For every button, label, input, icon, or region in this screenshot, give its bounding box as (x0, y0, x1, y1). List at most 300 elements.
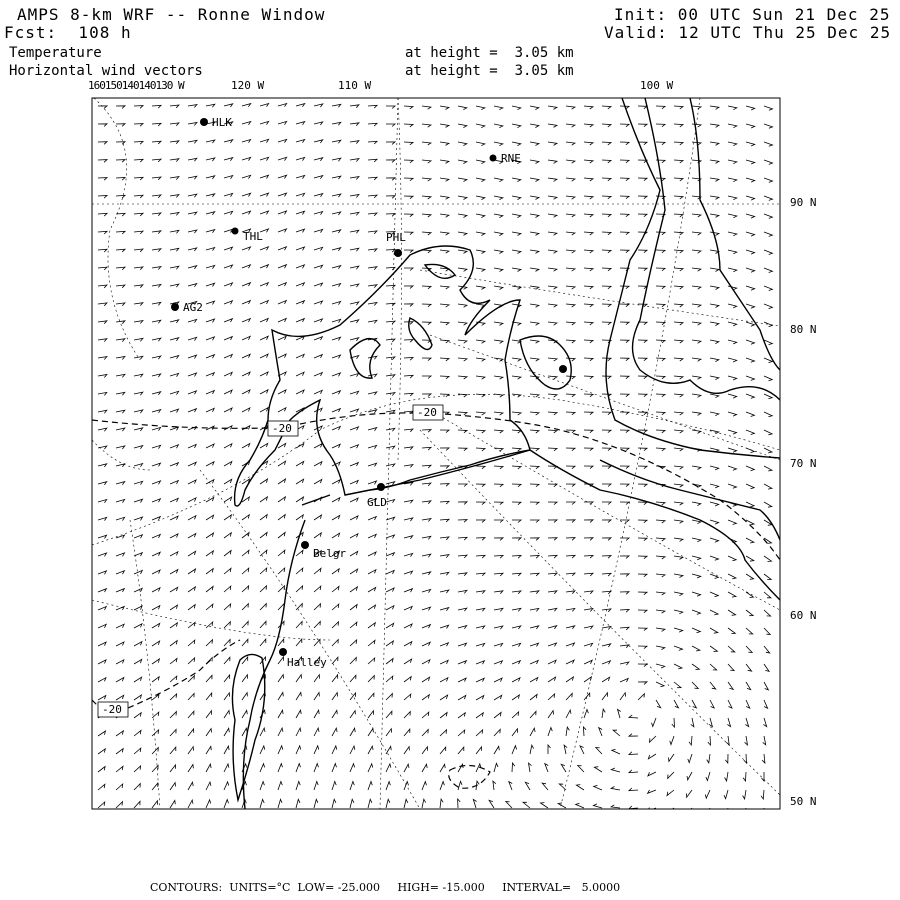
wind-vector (98, 196, 107, 199)
wind-vector (584, 160, 593, 163)
wind-vector (494, 712, 501, 718)
wind-vector (692, 466, 701, 470)
wind-vector (584, 710, 588, 719)
wind-vector (134, 231, 143, 234)
wind-vector (548, 196, 557, 199)
field1-name: Temperature (9, 45, 102, 61)
wind-vector (386, 764, 391, 772)
wind-vector (710, 592, 718, 597)
wind-vector (206, 408, 214, 412)
meridian-line (130, 520, 160, 809)
wind-vector (476, 142, 485, 146)
wind-vector (188, 711, 194, 718)
wind-vector (440, 448, 449, 451)
wind-vector (224, 229, 233, 232)
wind-vector (764, 376, 772, 381)
wind-vector (458, 502, 467, 505)
wind-vector (386, 711, 392, 718)
wind-vector (656, 664, 665, 668)
wind-vector (656, 250, 665, 253)
wind-vector (368, 799, 372, 808)
wind-vector (602, 412, 611, 415)
svg-text:-20: -20 (272, 422, 292, 435)
wind-vector (368, 764, 373, 772)
wind-vector (296, 354, 304, 358)
wind-vector (404, 799, 408, 808)
wind-vector (116, 267, 125, 270)
svg-text:-20: -20 (102, 703, 122, 716)
wind-vector (368, 623, 375, 628)
wind-vector (350, 764, 355, 772)
wind-vector (629, 715, 638, 718)
wind-vector (116, 285, 125, 288)
wind-vector (746, 304, 755, 308)
contour-label (413, 405, 443, 420)
wind-vector (602, 627, 611, 630)
wind-vector (314, 764, 319, 772)
wind-vector (440, 250, 449, 253)
wind-vector (350, 212, 359, 215)
wind-vector (710, 142, 719, 145)
wind-vector (764, 250, 772, 255)
wind-vector (746, 502, 754, 507)
wind-vector (296, 710, 301, 718)
station-label: HLK (212, 116, 232, 129)
wind-vector (629, 770, 638, 773)
wind-vector (458, 250, 467, 253)
wind-vector (638, 214, 647, 217)
wind-vector (152, 356, 161, 359)
wind-vector (584, 448, 593, 451)
wind-vector (584, 677, 591, 682)
wind-vector (530, 678, 538, 683)
wind-vector (494, 608, 503, 611)
wind-vector (602, 178, 611, 181)
wind-vector (458, 781, 462, 790)
wind-vector (548, 538, 557, 541)
wind-vector (728, 628, 735, 634)
wind-vector (602, 484, 611, 487)
wind-vector (728, 358, 737, 362)
wind-vector (188, 800, 193, 808)
wind-vector (170, 195, 179, 198)
wind-vector (674, 358, 683, 361)
wind-vector (476, 214, 485, 218)
wind-vector (116, 606, 124, 610)
wind-vector (494, 196, 503, 200)
wind-vector (98, 696, 106, 701)
wind-vector (116, 802, 123, 808)
wind-vector (476, 340, 485, 343)
wind-vector (530, 250, 539, 253)
wind-vector (602, 591, 611, 594)
wind-vector (386, 375, 395, 378)
wind-vector (494, 502, 503, 505)
station-marker (200, 118, 208, 126)
wind-vector (458, 555, 467, 558)
wind-vector (332, 122, 341, 125)
wind-vector (512, 729, 518, 736)
wind-vector (692, 358, 701, 361)
wind-vector (584, 660, 592, 664)
wind-vector (746, 268, 755, 272)
wind-vector (332, 586, 339, 592)
wind-vector (566, 412, 575, 415)
wind-vector (566, 322, 575, 325)
wind-vector (404, 747, 409, 754)
wind-vector (350, 266, 359, 269)
wind-vector (98, 731, 106, 736)
wind-vector (746, 394, 754, 398)
wind-vector (422, 660, 430, 664)
wind-vector (350, 463, 358, 466)
wind-vector (278, 461, 286, 466)
wind-vector (656, 268, 665, 271)
wind-vector (620, 430, 629, 433)
lon-label: 160150140140130 W (88, 79, 184, 92)
wind-vector (512, 502, 521, 505)
wind-vector (763, 718, 766, 727)
wind-vector (746, 106, 755, 110)
wind-vector (613, 730, 620, 736)
wind-vector (422, 799, 426, 808)
wind-vector (278, 247, 286, 250)
wind-vector (386, 196, 395, 199)
wind-vector (404, 659, 412, 664)
wind-vector (350, 622, 357, 628)
wind-vector (296, 265, 304, 268)
wind-vector (458, 142, 467, 146)
wind-vector (152, 249, 161, 252)
wind-vector (494, 538, 503, 541)
wind-vector (224, 533, 231, 538)
wind-vector (404, 642, 412, 646)
wind-vector (674, 214, 683, 217)
wind-vector (404, 677, 411, 682)
wind-vector (116, 784, 123, 790)
wind-vector (386, 694, 392, 700)
wind-vector (386, 799, 390, 808)
wind-vector (620, 394, 629, 397)
wind-vector (746, 646, 752, 653)
wind-vector (620, 304, 629, 307)
wind-vector (710, 196, 719, 199)
wind-vector (512, 746, 517, 754)
wind-vector (458, 590, 467, 593)
wind-vector (422, 376, 431, 379)
wind-vector (404, 375, 413, 378)
wind-vector (638, 484, 647, 487)
wind-vector (350, 587, 357, 592)
wind-vector (530, 304, 539, 307)
wind-vector (116, 642, 124, 646)
wind-vector (764, 286, 772, 291)
wind-vector (314, 176, 323, 179)
wind-vector (332, 764, 337, 772)
wind-vector (188, 158, 197, 161)
wind-vector (116, 482, 125, 485)
wind-vector (476, 591, 485, 594)
wind-vector (692, 322, 701, 325)
wind-vector (656, 574, 665, 577)
wind-vector (512, 695, 519, 700)
wind-vector (242, 764, 247, 772)
wind-vector (728, 322, 737, 326)
wind-vector (332, 212, 341, 215)
wind-vector (584, 693, 590, 700)
wind-vector (602, 693, 608, 700)
wind-vector (620, 538, 629, 541)
wind-vector (404, 250, 413, 253)
wind-vector (494, 763, 498, 772)
wind-vector (584, 232, 593, 235)
wind-vector (494, 214, 503, 218)
wind-vector (260, 301, 268, 305)
wind-vector (314, 639, 320, 646)
wind-vector (566, 142, 575, 145)
wind-vector (152, 410, 161, 413)
wind-vector (458, 730, 465, 736)
wind-vector (152, 285, 161, 288)
wind-vector (296, 229, 305, 232)
wind-vector (746, 232, 755, 236)
wind-vector (728, 484, 737, 488)
wind-vector (242, 710, 247, 718)
wind-vector (656, 430, 665, 433)
wind-vector (602, 286, 611, 289)
wind-vector (98, 231, 107, 234)
wind-vector (710, 430, 719, 434)
wind-vector (332, 604, 339, 610)
wind-vector (512, 573, 521, 576)
wind-vector (116, 124, 125, 127)
wind-vector (350, 480, 358, 484)
wind-vector (584, 376, 593, 379)
wind-vector (620, 322, 629, 325)
wind-vector (746, 340, 755, 344)
wind-vector (476, 713, 483, 718)
wind-vector (332, 480, 340, 484)
wind-vector (512, 196, 521, 200)
wind-vector (584, 466, 593, 469)
wind-vector (512, 591, 521, 594)
wind-vector (260, 443, 268, 448)
station-label: THL (243, 230, 263, 243)
wind-vector (206, 355, 214, 359)
wind-vector (116, 321, 125, 324)
wind-vector (116, 178, 125, 181)
station-phl (386, 231, 406, 257)
wind-vector (548, 555, 557, 558)
wind-vector (548, 286, 557, 289)
wind-vector (404, 393, 413, 396)
wind-vector (512, 484, 521, 487)
wind-vector (116, 428, 125, 431)
wind-vector (296, 175, 305, 178)
wind-vector (404, 624, 412, 628)
station-label: Belgr (313, 547, 347, 560)
wind-vector (530, 484, 539, 487)
wind-vector (566, 250, 575, 253)
wind-vector (578, 766, 584, 773)
wind-vector (494, 556, 503, 559)
wind-vector (224, 211, 233, 214)
wind-vector (692, 304, 701, 307)
wind-vector (368, 303, 377, 306)
wind-vector (170, 123, 179, 126)
wind-vector (618, 709, 621, 718)
wind-vector (386, 464, 395, 467)
wind-vector (332, 799, 336, 808)
wind-vector (242, 247, 251, 250)
wind-vector (422, 250, 431, 253)
wind-vector (674, 232, 683, 235)
wind-vector (170, 105, 179, 108)
wind-vector (674, 484, 683, 487)
wind-vector (458, 520, 467, 523)
wind-vector (728, 520, 736, 525)
wind-vector (242, 354, 250, 358)
wind-vector (674, 574, 683, 578)
wind-vector (386, 339, 395, 342)
wind-vector (638, 106, 647, 109)
wind-vector (667, 790, 674, 796)
wind-vector (152, 445, 161, 448)
wind-vector (278, 657, 284, 664)
wind-vector (548, 124, 557, 127)
wind-vector (170, 605, 178, 610)
wind-vector (260, 586, 267, 592)
wind-vector (368, 570, 376, 574)
wind-vector (476, 696, 484, 701)
wind-vector (440, 214, 449, 217)
wind-vector (404, 124, 413, 127)
wind-vector (152, 606, 160, 610)
wind-vector (692, 556, 701, 560)
wind-vector (602, 124, 611, 127)
wind-vector (656, 232, 665, 235)
wind-vector (764, 592, 771, 598)
wind-vector (674, 304, 683, 307)
wind-vector (620, 214, 629, 217)
wind-vector (458, 695, 466, 700)
wind-vector (476, 412, 485, 415)
wind-vector (314, 390, 322, 394)
wind-vector (728, 232, 737, 236)
wind-vector (350, 177, 359, 180)
wind-vector (386, 214, 395, 217)
wind-vector (566, 448, 575, 451)
wind-vector (764, 700, 768, 708)
wind-vector (494, 268, 503, 272)
wind-vector (476, 661, 484, 664)
wind-vector (548, 412, 557, 415)
wind-vector (224, 586, 231, 592)
wind-vector (134, 606, 142, 610)
wind-vector (494, 286, 503, 290)
wind-vector (368, 392, 377, 395)
wind-vector (278, 408, 286, 412)
wind-vector (278, 479, 286, 484)
coastline (520, 336, 571, 389)
wind-vector (350, 640, 357, 646)
wind-vector (674, 646, 683, 650)
wind-vector (404, 142, 413, 145)
wind-vector (224, 622, 230, 628)
wind-vector (494, 573, 503, 576)
wind-vector (134, 464, 143, 467)
lon-label: 100 W (640, 79, 674, 92)
wind-vector (314, 140, 323, 143)
wind-vector (332, 230, 341, 233)
wind-vector (422, 106, 431, 109)
wind-vector (134, 142, 143, 145)
wind-vector (134, 624, 142, 628)
wind-vector (404, 214, 413, 217)
wind-vector (224, 728, 229, 736)
wind-vector (566, 555, 575, 558)
wind-vector (134, 356, 143, 359)
wind-vector (746, 574, 754, 579)
wind-vector (764, 178, 773, 182)
wind-vector (764, 430, 772, 435)
wind-vector (512, 643, 521, 646)
wind-vector (422, 160, 431, 163)
wind-vector (710, 304, 719, 308)
wind-vector (188, 248, 197, 251)
wind-vector (224, 354, 232, 358)
wind-vector (476, 484, 485, 487)
wind-vector (332, 781, 336, 790)
wind-vector (548, 591, 557, 594)
wind-vector (404, 178, 413, 181)
wind-vector (656, 520, 665, 523)
wind-vector (566, 643, 575, 646)
wind-vector (674, 664, 682, 669)
wind-vector (386, 250, 395, 253)
init-time: Init: 00 UTC Sun 21 Dec 25 (614, 5, 891, 24)
wind-vector (530, 694, 537, 700)
wind-vector (494, 678, 502, 682)
station-label: RNE (501, 152, 521, 165)
wind-vector (422, 465, 431, 468)
wind-vector (188, 194, 197, 197)
wind-vector (440, 730, 447, 736)
wind-vector (692, 124, 701, 127)
wind-vector (422, 322, 431, 325)
wind-vector (422, 677, 430, 682)
wind-vector (548, 106, 557, 109)
wind-vector (368, 693, 374, 700)
wind-vector (206, 158, 215, 161)
wind-vector (296, 104, 305, 107)
wind-vector (224, 337, 232, 340)
wind-vector (652, 718, 657, 726)
wind-vector (530, 556, 539, 559)
wind-vector (764, 268, 772, 273)
wind-vector (728, 178, 737, 182)
wind-vector (314, 247, 323, 250)
wind-vector (440, 430, 449, 433)
wind-vector (170, 570, 178, 575)
wind-vector (170, 445, 178, 448)
wind-vector (530, 160, 539, 164)
wind-vector (314, 568, 321, 574)
wind-vector (602, 448, 611, 451)
wind-vector (746, 358, 755, 362)
wind-vector (602, 250, 611, 253)
lat-label: 90 N (790, 196, 817, 209)
